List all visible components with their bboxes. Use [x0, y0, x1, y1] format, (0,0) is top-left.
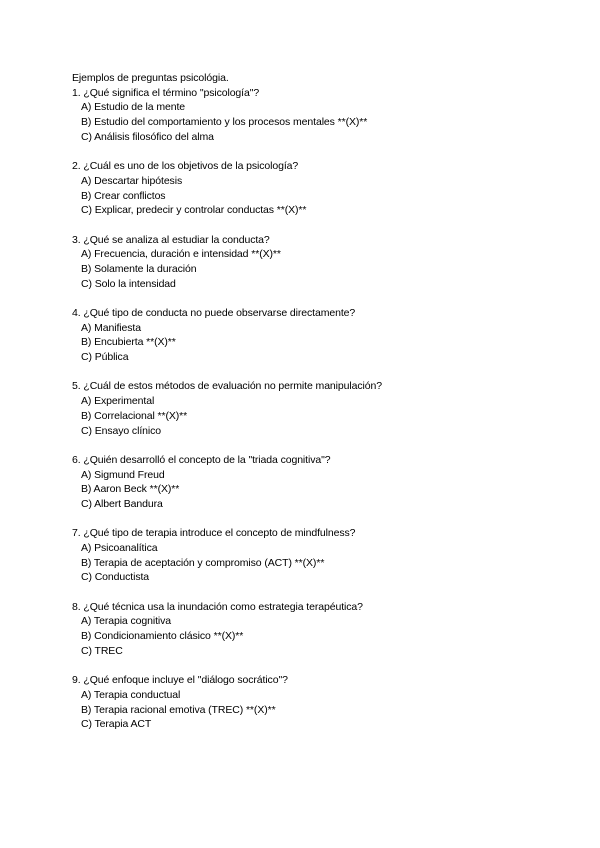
answer-option: C) Conductista: [81, 571, 150, 584]
answer-option: A) Estudio de la mente: [81, 101, 186, 114]
question-text: 6. ¿Quién desarrolló el concepto de la "triada cognitiva"?: [72, 453, 331, 466]
answer-option: C) Explicar, predecir y controlar conductas **(X)**: [81, 204, 307, 217]
answer-option: B) Estudio del comportamiento y los procesos mentales **(X)**: [81, 116, 368, 129]
answer-option: B) Aaron Beck **(X)**: [81, 483, 180, 496]
answer-option: A) Terapia cognitiva: [81, 615, 172, 628]
question-block: [72, 159, 572, 218]
question-text: 5. ¿Cuál de estos métodos de evaluación no permite manipulación?: [72, 380, 382, 393]
question-block: [72, 673, 572, 732]
question-text: 9. ¿Qué enfoque incluye el "diálogo socrático"?: [72, 674, 288, 687]
answer-option: A) Manifiesta: [81, 321, 141, 334]
answer-option: A) Descartar hipótesis: [81, 174, 183, 187]
answer-option: B) Terapia de aceptación y compromiso (ACT) **(X)**: [81, 556, 325, 569]
question-text: 8. ¿Qué técnica usa la inundación como estrategia terapéutica?: [72, 600, 363, 613]
question-text: 1. ¿Qué significa el término "psicología"?: [72, 86, 260, 99]
answer-option: B) Solamente la duración: [81, 262, 197, 275]
document-title: Ejemplos de preguntas psicológia.: [72, 72, 229, 84]
answer-option: B) Crear conflictos: [81, 189, 166, 202]
question-block: [72, 453, 572, 512]
document-content: [72, 71, 572, 732]
answer-option: C) TREC: [81, 644, 123, 657]
question-block: [72, 306, 572, 365]
question-text: 2. ¿Cuál es uno de los objetivos de la psicología?: [72, 160, 299, 173]
question-block: [72, 86, 572, 145]
answer-option: B) Encubierta **(X)**: [81, 336, 176, 349]
answer-option: C) Albert Bandura: [81, 497, 163, 510]
answer-option: B) Correlacional **(X)**: [81, 409, 188, 422]
answer-option: C) Solo la intensidad: [81, 277, 176, 290]
answer-option: A) Sigmund Freud: [81, 468, 165, 481]
question-text: 4. ¿Qué tipo de conducta no puede observarse directamente?: [72, 307, 356, 319]
question-block: [72, 379, 572, 438]
answer-option: C) Análisis filosófico del alma: [81, 130, 214, 143]
answer-option: A) Terapia conductual: [81, 688, 181, 701]
answer-option: C) Terapia ACT: [81, 718, 152, 731]
question-text: 7. ¿Qué tipo de terapia introduce el concepto de mindfulness?: [72, 527, 356, 540]
question-block: [72, 526, 572, 585]
answer-option: C) Ensayo clínico: [81, 424, 161, 437]
answer-option: C) Pública: [81, 351, 129, 364]
answer-option: A) Psicoanalítica: [81, 542, 158, 554]
answer-option: A) Experimental: [81, 395, 155, 408]
answer-option: A) Frecuencia, duración e intensidad **(X)**: [81, 248, 281, 261]
answer-option: B) Condicionamiento clásico **(X)**: [81, 630, 244, 643]
answer-option: B) Terapia racional emotiva (TREC) **(X)**: [81, 703, 276, 716]
question-block: [72, 233, 572, 292]
question-text: 3. ¿Qué se analiza al estudiar la conducta?: [72, 233, 270, 246]
question-block: [72, 600, 572, 659]
